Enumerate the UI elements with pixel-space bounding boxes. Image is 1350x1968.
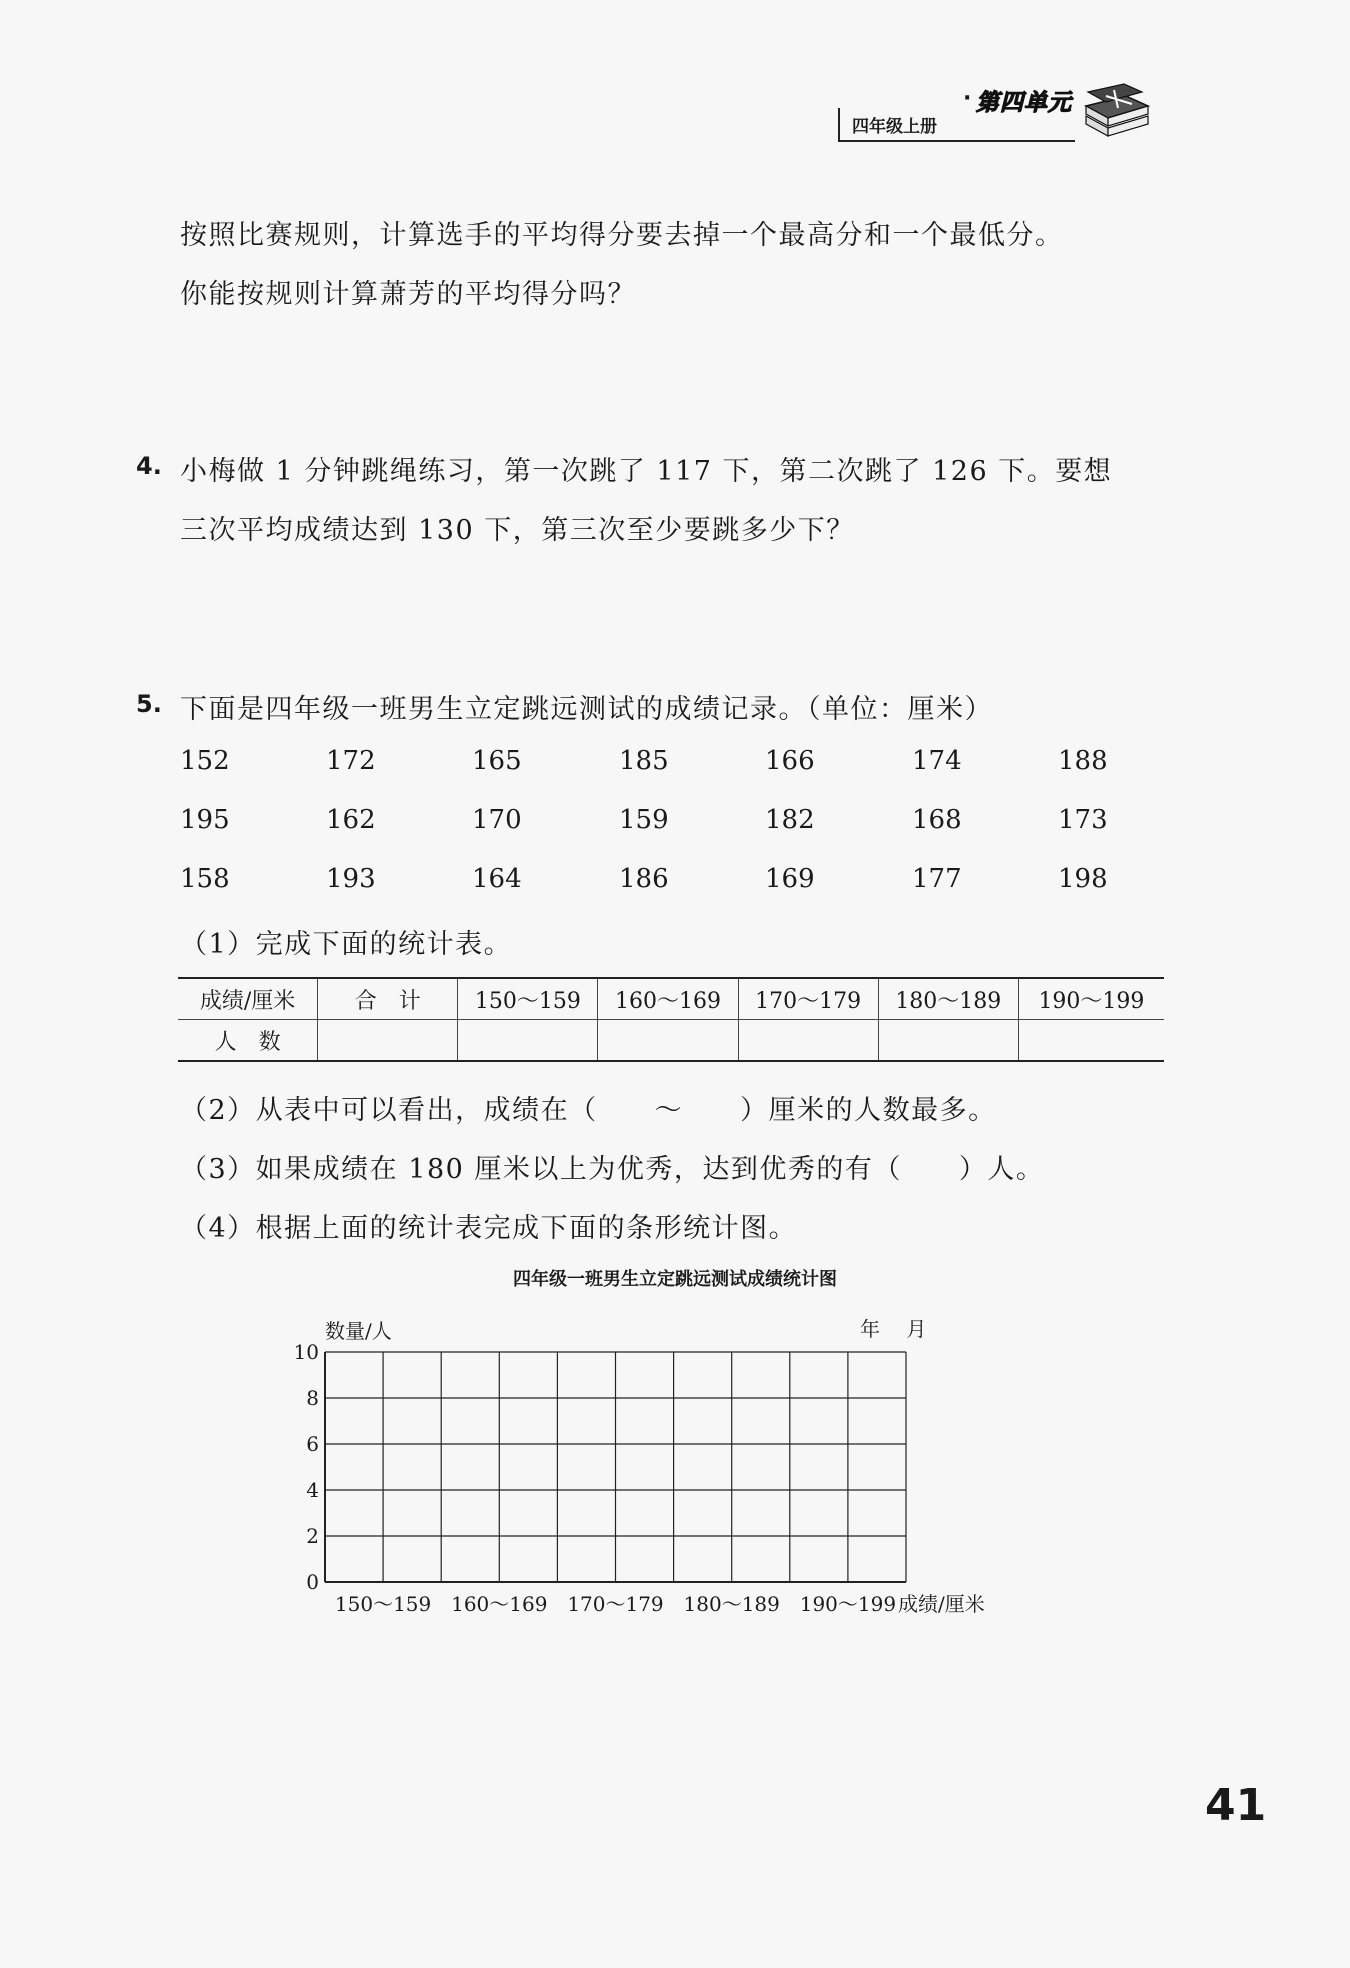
q5-number: 5. [136, 690, 162, 718]
q5-part-3: （3）如果成绩在 180 厘米以上为优秀，达到优秀的有（ ）人。 [180, 1154, 1045, 1185]
y-tick-label: 4 [306, 1478, 319, 1502]
score: 173 [1058, 805, 1108, 835]
score: 170 [472, 805, 522, 835]
y-tick-label: 6 [306, 1432, 319, 1456]
table-row-label: 人 数 [178, 1020, 318, 1062]
score: 186 [619, 864, 669, 894]
score: 166 [765, 746, 815, 776]
date-label: 年 月 [860, 1317, 927, 1341]
q4-number: 4. [136, 452, 162, 480]
table-header-cell: 160～169 [598, 978, 738, 1020]
score: 158 [180, 864, 230, 894]
table-header-cell: 150～159 [458, 978, 598, 1020]
table-header-cell: 成绩/厘米 [178, 978, 318, 1020]
y-tick-label: 0 [306, 1570, 319, 1594]
score: 174 [912, 746, 962, 776]
score: 193 [326, 864, 376, 894]
q4-line-1: 小梅做 1 分钟跳绳练习，第一次跳了 117 下，第二次跳了 126 下。要想 [180, 456, 1113, 487]
q3-line-1: 按照比赛规则，计算选手的平均得分要去掉一个最高分和一个最低分。 [180, 220, 1064, 251]
unit-title: 第四单元 [976, 90, 1072, 116]
score: 162 [326, 805, 376, 835]
score: 169 [765, 864, 815, 894]
header-dot: · [963, 86, 972, 111]
y-axis-label: 数量/人 [325, 1319, 392, 1343]
table-header-cell: 170～179 [738, 978, 878, 1020]
q4-line-2: 三次平均成绩达到 130 下，第三次至少要跳多少下？ [180, 515, 855, 546]
x-tick-label: 180～189 [683, 1592, 780, 1616]
y-tick-label: 2 [306, 1524, 319, 1548]
table-header-cell: 180～189 [878, 978, 1018, 1020]
score: 168 [912, 805, 962, 835]
y-tick-label: 8 [306, 1386, 319, 1410]
x-tick-label: 150～159 [334, 1592, 432, 1616]
table-header-cell: 合 计 [318, 978, 458, 1020]
q5-part-1: （1）完成下面的统计表。 [180, 929, 513, 960]
score: 165 [472, 746, 522, 776]
x-axis-label: 成绩/厘米 [898, 1592, 985, 1616]
page-number: 41 [1205, 1780, 1267, 1831]
q5-part-2: （2）从表中可以看出，成绩在（ ～ ）厘米的人数最多。 [180, 1095, 997, 1126]
x-tick-label: 170～179 [567, 1592, 664, 1616]
score: 152 [180, 746, 230, 776]
q5-intro: 下面是四年级一班男生立定跳远测试的成绩记录。（单位：厘米） [180, 694, 993, 725]
score: 185 [619, 746, 669, 776]
q3-line-2: 你能按规则计算萧芳的平均得分吗？ [180, 279, 636, 310]
x-tick-label: 160～169 [451, 1592, 548, 1616]
grade-label: 四年级上册 [852, 117, 937, 137]
chart-title: 四年级一班男生立定跳远测试成绩统计图 [513, 1269, 837, 1290]
x-tick-label: 190～199 [799, 1592, 897, 1616]
score: 182 [765, 805, 815, 835]
table-header-cell: 190～199 [1018, 978, 1164, 1020]
score: 159 [619, 805, 669, 835]
q5-part-4: （4）根据上面的统计表完成下面的条形统计图。 [180, 1213, 798, 1244]
y-tick-label: 10 [293, 1340, 319, 1364]
score: 195 [180, 805, 230, 835]
score: 177 [912, 864, 962, 894]
score: 188 [1058, 746, 1108, 776]
score: 172 [326, 746, 376, 776]
score: 198 [1058, 864, 1108, 894]
score: 164 [472, 864, 522, 894]
